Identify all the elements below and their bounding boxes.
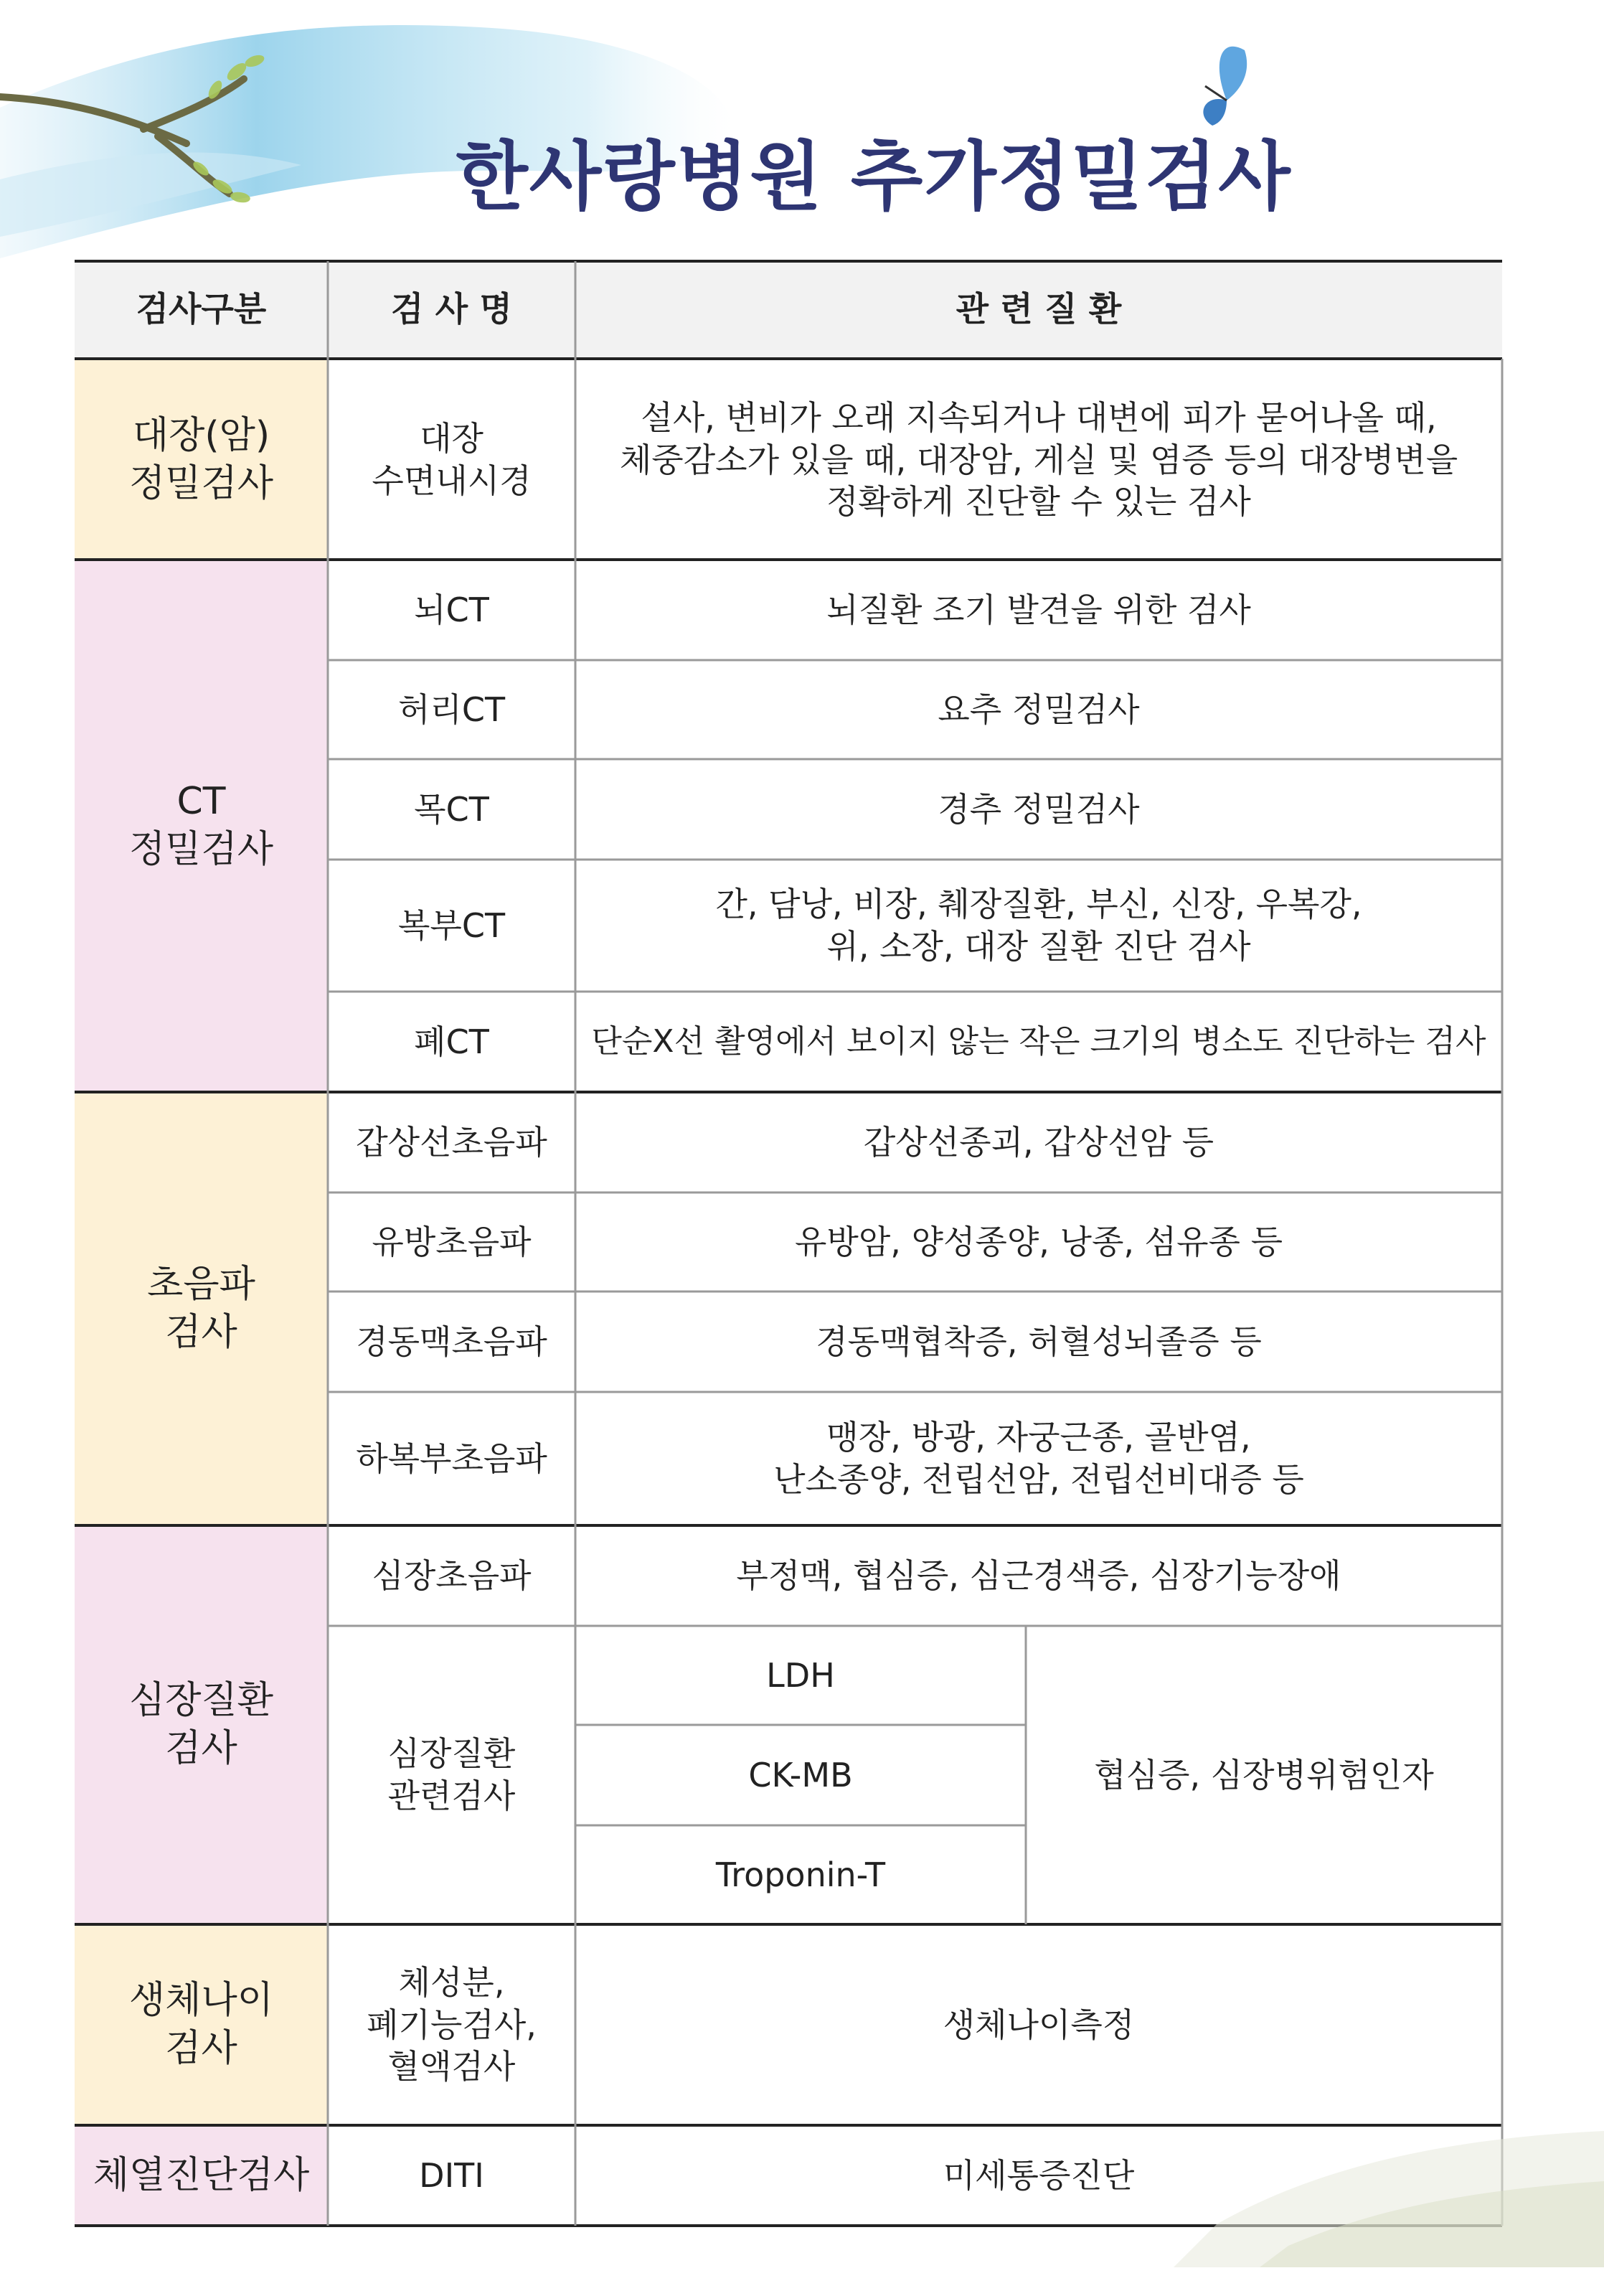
test-lower-abdomen-us: 하복부초음파 (356, 1439, 547, 1478)
related-lower-abdomen-us: 맹장, 방광, 자궁근종, 골반염, 난소종양, 전립선암, 전립선비대증 등 (773, 1418, 1304, 1499)
related-lumbar-ct: 요추 정밀검사 (938, 690, 1140, 729)
bottom-wash-decoration (1174, 2081, 1604, 2267)
related-breast-us: 유방암, 양성종양, 낭종, 섬유종 등 (794, 1222, 1283, 1261)
category-ct: CT 정밀검사 (75, 560, 328, 1092)
test-bio-age: 체성분, 폐기능검사, 혈액검사 (367, 1962, 537, 2086)
test-diti: DITI (419, 2155, 484, 2195)
test-lung-ct: 폐CT (414, 1022, 489, 1061)
test-lumbar-ct: 허리CT (397, 690, 506, 729)
related-heart-us: 부정맥, 협심증, 심근경색증, 심장기능장애 (736, 1556, 1341, 1595)
category-thermography: 체열진단검사 (75, 2125, 328, 2226)
related-bio-age: 생체나이측정 (943, 2005, 1135, 2044)
test-brain-ct: 뇌CT (414, 590, 489, 629)
page-title: 한사랑병원 추가정밀검사 (456, 133, 1292, 220)
header-category: 검사구분 (75, 261, 328, 359)
related-carotid-us: 경동맥협착증, 허혈성뇌졸증 등 (816, 1322, 1262, 1361)
test-abdomen-ct: 복부CT (397, 905, 506, 945)
related-lung-ct: 단순X선 촬영에서 보이지 않는 작은 크기의 병소도 진단하는 검사 (591, 1022, 1486, 1060)
test-heart-related: 심장질환 관련검사 (387, 1734, 516, 1815)
related-brain-ct: 뇌질환 조기 발견을 위한 검사 (826, 590, 1251, 629)
category-heart: 심장질환 검사 (75, 1525, 328, 1924)
category-bio-age: 생체나이 검사 (75, 1924, 328, 2125)
test-carotid-us: 경동맥초음파 (356, 1322, 547, 1361)
related-colonoscopy: 설사, 변비가 오래 지속되거나 대변에 피가 묻어나올 때, 체중감소가 있을 때, 대장암, 게실 및 염증 등의 대장병변을 정확하게 진단할 수 있는 검사 (619, 397, 1458, 522)
header-related-disease: 관 련 질 환 (575, 261, 1502, 359)
related-neck-ct: 경추 정밀검사 (938, 789, 1140, 829)
test-neck-ct: 목CT (414, 789, 489, 829)
related-diti: 미세통증진단 (943, 2155, 1135, 2195)
test-colonoscopy: 대장 수면내시경 (372, 419, 532, 500)
header-test-name: 검 사 명 (328, 261, 575, 359)
related-abdomen-ct: 간, 담낭, 비장, 췌장질환, 부신, 신장, 우복강, 위, 소장, 대장 질환 진단 검사 (715, 885, 1362, 966)
subtest-ldh: LDH (766, 1655, 835, 1695)
category-ultrasound: 초음파 검사 (75, 1092, 328, 1525)
related-thyroid-us: 갑상선종괴, 갑상선암 등 (863, 1122, 1214, 1162)
subtest-ck-mb: CK-MB (748, 1755, 853, 1794)
test-breast-us: 유방초음파 (372, 1222, 532, 1261)
test-thyroid-us: 갑상선초음파 (356, 1122, 547, 1162)
subtest-troponin-t: Troponin-T (715, 1855, 886, 1894)
category-colon: 대장(암) 정밀검사 (75, 360, 328, 560)
test-heart-us: 심장초음파 (372, 1556, 532, 1595)
related-heart-markers: 협심증, 심장병위험인자 (1094, 1755, 1434, 1794)
